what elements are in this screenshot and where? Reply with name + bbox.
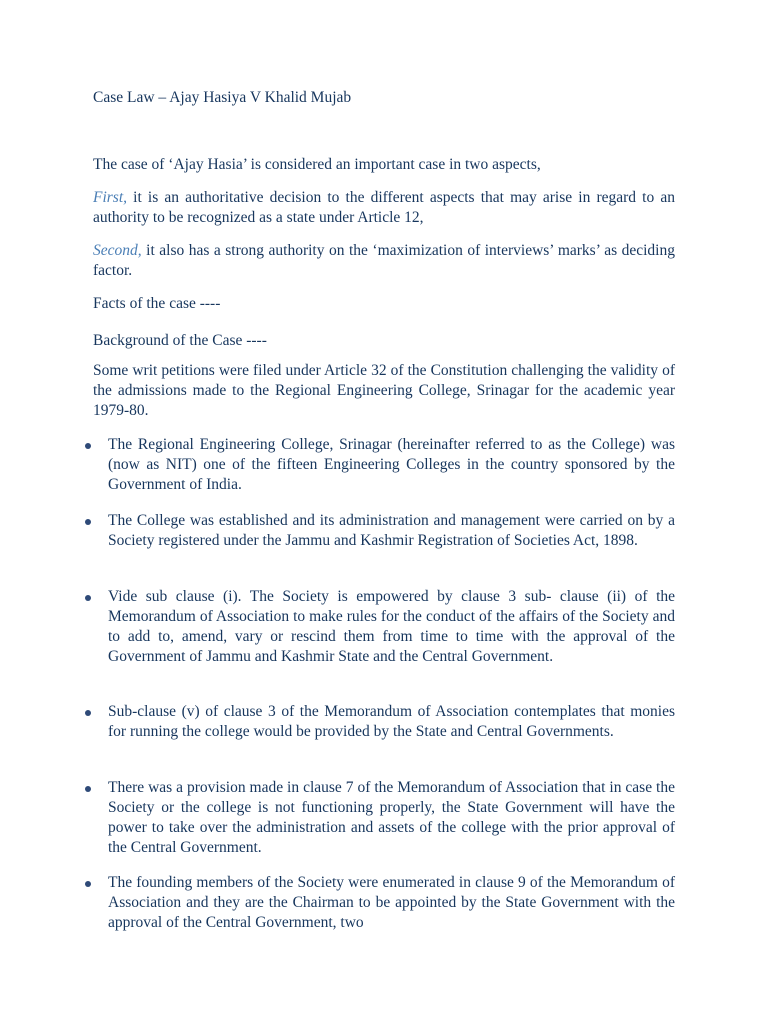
aspect-first-paragraph: [93, 188, 675, 228]
aspect-first-text: it is an authoritative decision to the different aspects that may arise in regard to an authority to be recognized as a state under Article 12,: [93, 189, 675, 226]
background-heading: Background of the Case ----: [93, 332, 267, 349]
aspect-second-lead: Second,: [93, 242, 142, 259]
list-item: The founding members of the Society were enumerated in clause 9 of the Memorandum of Association and they are the Chairman to be appointed by the State Government with the approval of the Central Government, two: [108, 874, 675, 931]
bullet-marker: [85, 443, 91, 449]
bullet-marker: [85, 881, 91, 887]
list-item: Vide sub clause (i). The Society is empowered by clause 3 sub- clause (ii) of the Memorandum of Association to make rules for the conduct of the affairs of the Society and to add to, amend, vary or rescind them from time to time with the approval of the Government of Jammu and Kashmir State and the Central Government.: [108, 588, 675, 665]
list-item: There was a provision made in clause 7 of the Memorandum of Association that in case the Society or the college is not functioning properly, the State Government will have the power to take over the administration and assets of the college with the prior approval of the Central Government.: [108, 779, 675, 856]
aspect-first-lead: First,: [93, 189, 128, 206]
intro-paragraph: The case of ‘Ajay Hasia’ is considered an important case in two aspects,: [93, 156, 541, 173]
aspect-second-text: it also has a strong authority on the ‘maximization of interviews’ marks’ as deciding factor.: [93, 242, 675, 279]
list-item: The Regional Engineering College, Srinagar (hereinafter referred to as the College) was (now as NIT) one of the fifteen Engineering Colleges in the country sponsored by the Government of India.: [108, 436, 675, 493]
bullet-marker: [85, 786, 91, 792]
list-item: Sub-clause (v) of clause 3 of the Memorandum of Association contemplates that monies for running the college would be provided by the State and Central Governments.: [108, 703, 675, 740]
facts-heading: Facts of the case ----: [93, 295, 221, 312]
bullet-marker: [85, 710, 91, 716]
list-item: The College was established and its administration and management were carried on by a Society registered under the Jammu and Kashmir Registration of Societies Act, 1898.: [108, 512, 675, 549]
background-paragraph: Some writ petitions were filed under Article 32 of the Constitution challenging the validity of the admissions made to the Regional Engineering College, Srinagar for the academic year 1979-80.: [93, 362, 675, 419]
bullet-marker: [85, 595, 91, 601]
document-title: Case Law – Ajay Hasiya V Khalid Mujab: [93, 89, 352, 106]
bullet-marker: [85, 519, 91, 525]
aspect-second-paragraph: [93, 241, 675, 281]
